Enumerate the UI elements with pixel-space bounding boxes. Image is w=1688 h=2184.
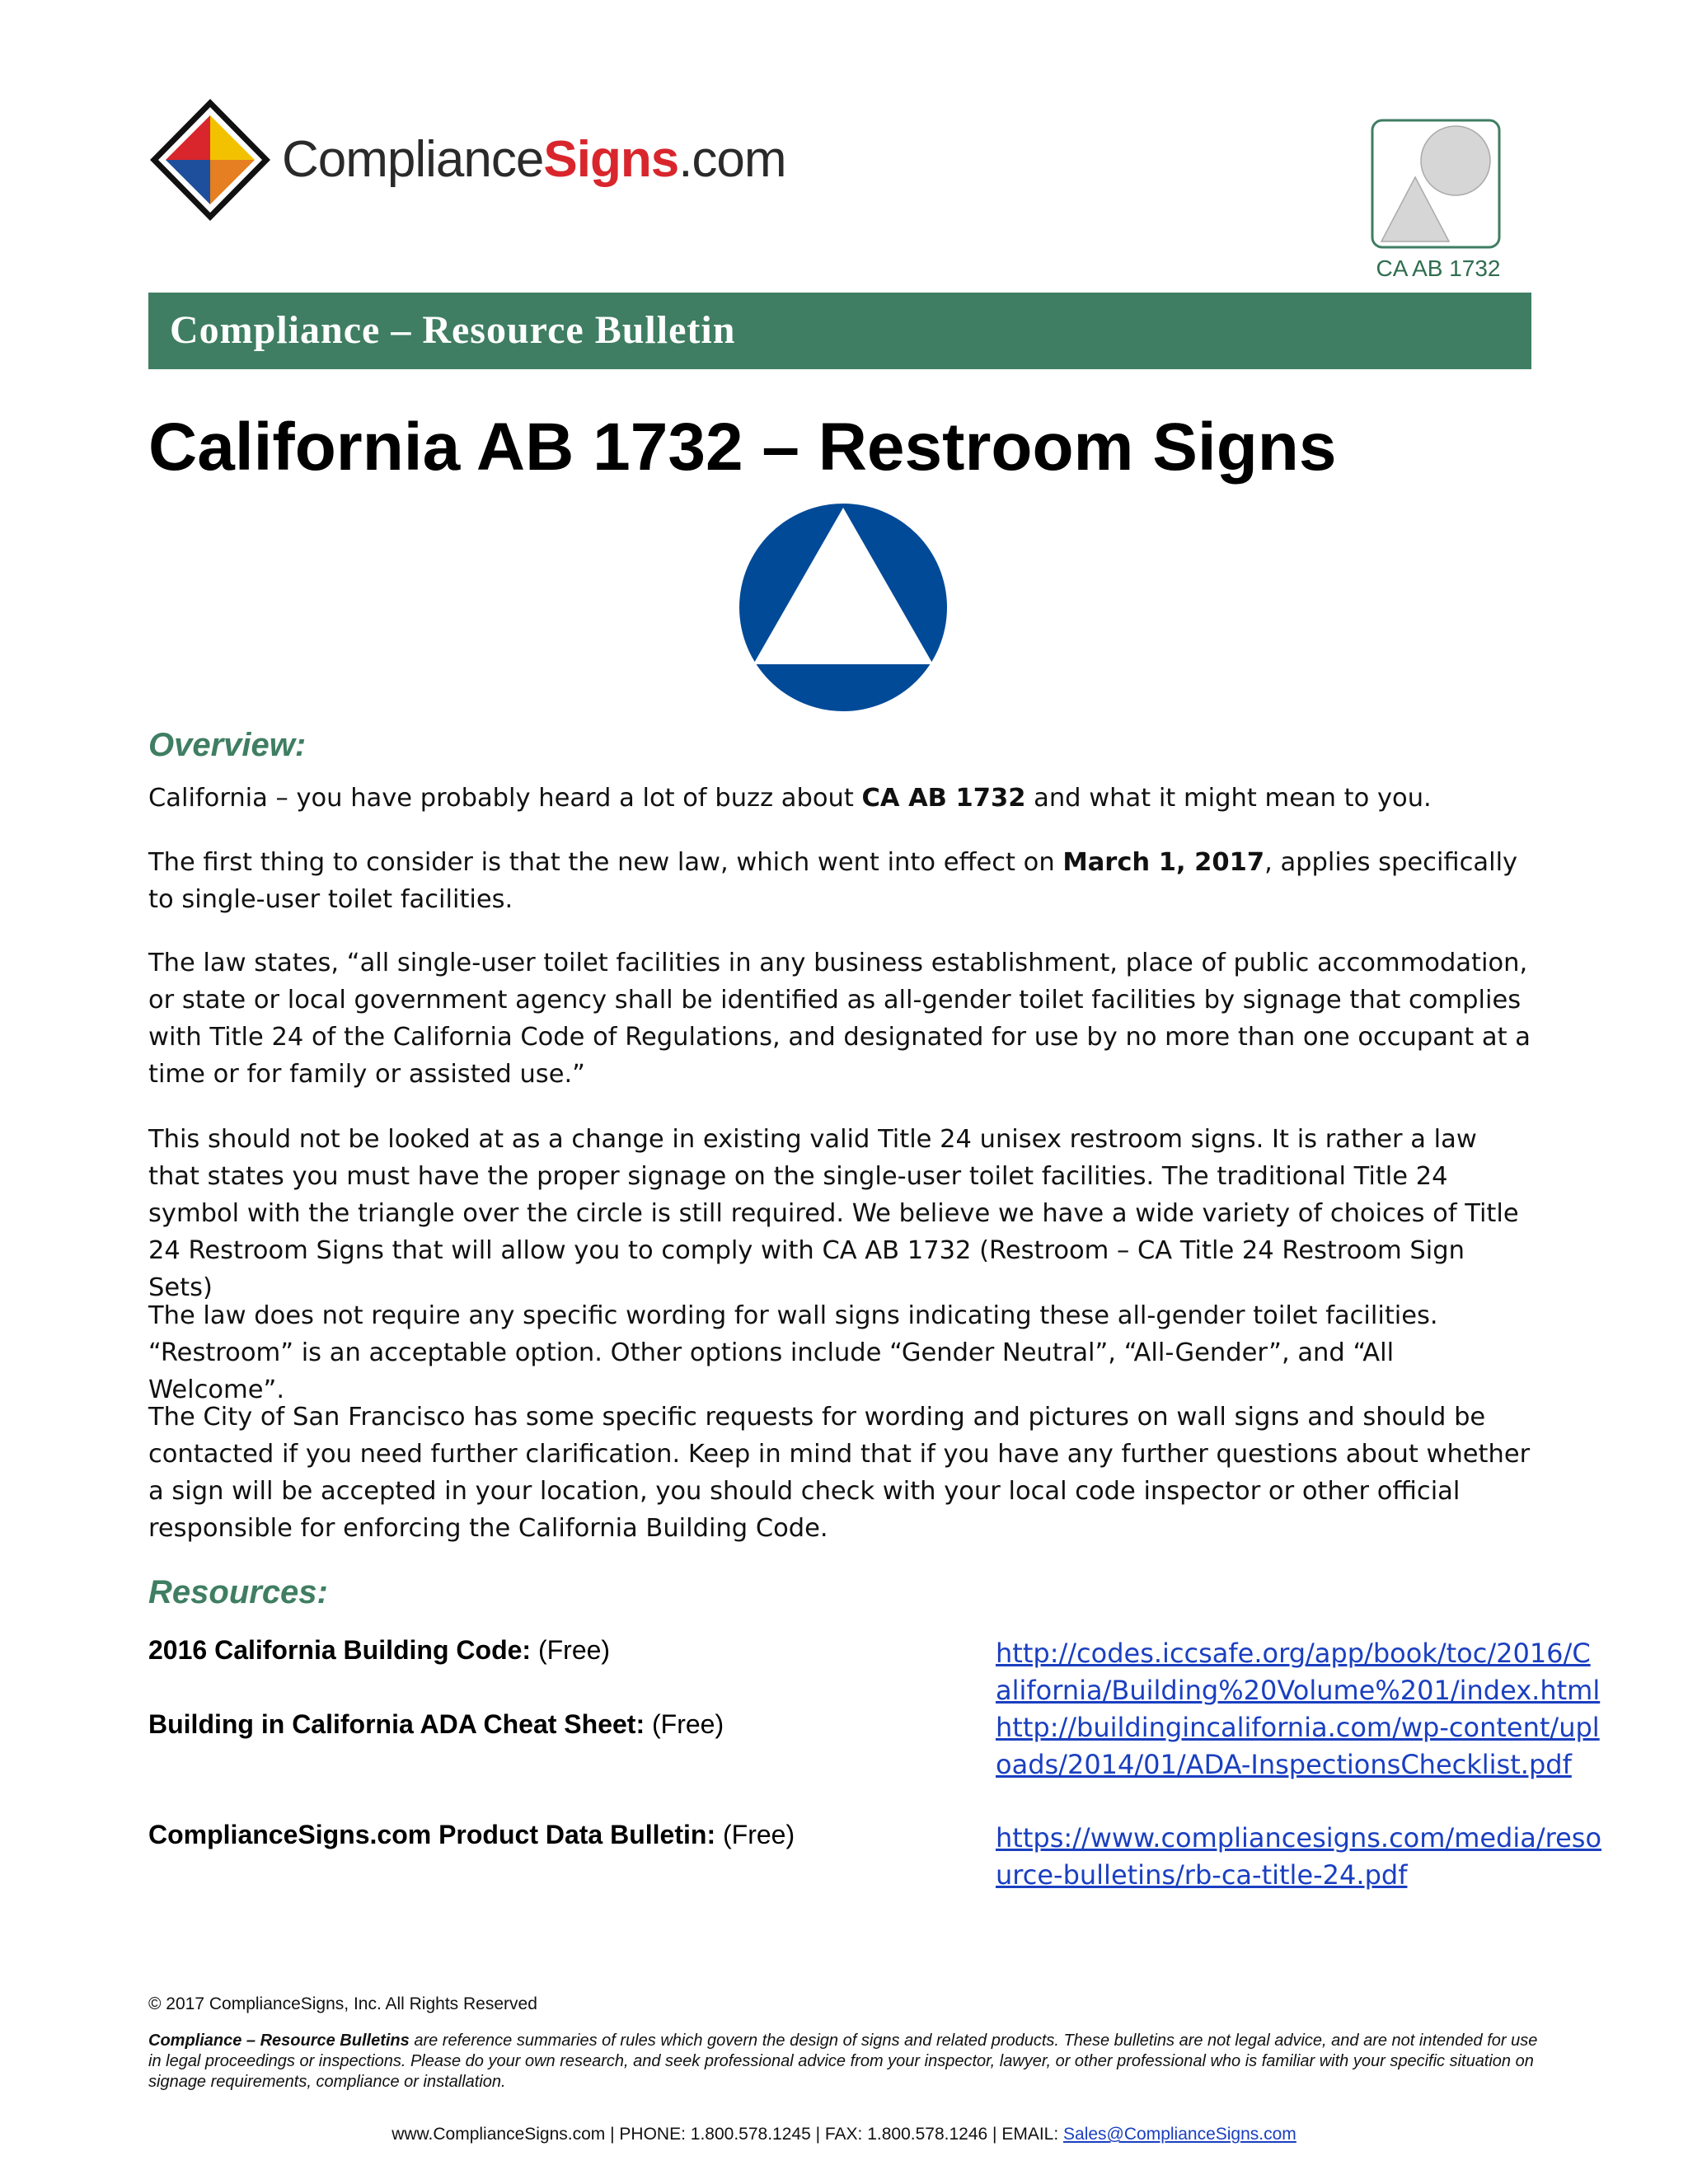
resource-label-building-code: 2016 California Building Code: (Free)	[148, 1635, 611, 1665]
overview-paragraph-1: California – you have probably heard a lot of buzz about CA AB 1732 and what it might mean to you.	[148, 784, 1432, 813]
resource-link-building-code[interactable]: http://codes.iccsafe.org/app/book/toc/2016/California/Building%20Volume%201/index.html	[996, 1638, 1601, 1706]
overview-paragraph-6: The City of San Francisco has some specific requests for wording and pictures on wall signs and should be contacted if you need further clarification. Keep in mind that if you have any further questions about whether a sign will be accepted in your location, you should check with your local code inspector or other official responsible for enforcing the California Building Code.	[148, 1403, 1531, 1543]
banner-text: Compliance – Resource Bulletin	[170, 308, 736, 352]
ca-ab-1732-badge-icon	[1370, 118, 1502, 250]
all-gender-restroom-symbol-icon	[738, 503, 948, 712]
bulletin-banner	[148, 293, 1531, 369]
overview-paragraph-2: The first thing to consider is that the new law, which went into effect on March 1, 2017, applies specifically to single-user toilet facilities.	[148, 848, 1518, 914]
disclaimer-text: Compliance – Resource Bulletins are reference summaries of rules which govern the design of signs and related products. These bulletins are not legal advice, and are not intended for use in legal proceedings or inspections. Please do your own research, and seek professional advice from your inspector, lawyer, or other professional who is familiar with your specific situation on signage requirements, compliance or installation.	[148, 2032, 1538, 2091]
badge-caption: CA AB 1732	[1376, 255, 1501, 281]
resource-label-ada-cheat-sheet: Building in California ADA Cheat Sheet: (Free)	[148, 1709, 724, 1739]
logo-diamond-icon	[148, 97, 272, 223]
company-logo	[148, 97, 786, 223]
page-title: California AB 1732 – Restroom Signs	[148, 410, 1337, 485]
contact-line: www.ComplianceSigns.com | PHONE: 1.800.578.1245 | FAX: 1.800.578.1246 | EMAIL: Sales@ComplianceSigns.com	[392, 2125, 1296, 2144]
logo-wordmark: ComplianceSigns.com	[282, 131, 786, 188]
resource-link-ada-cheat-sheet[interactable]: http://buildingincalifornia.com/wp-content/uploads/2014/01/ADA-InspectionsChecklist.pdf	[996, 1712, 1600, 1780]
overview-heading: Overview:	[148, 727, 307, 763]
resource-label-product-data-bulletin: ComplianceSigns.com Product Data Bulletin: (Free)	[148, 1820, 795, 1849]
resource-link-product-data-bulletin[interactable]: https://www.compliancesigns.com/media/resource-bulletins/rb-ca-title-24.pdf	[996, 1822, 1602, 1891]
overview-paragraph-5: The law does not require any specific wording for wall signs indicating these all-gender toilet facilities. “Restroom” is an acceptable option. Other options include “Gender Neutral”, “All-Gender”, and “All Welcome”.	[148, 1301, 1438, 1404]
email-link[interactable]: Sales@ComplianceSigns.com	[1063, 2125, 1296, 2144]
copyright-notice: © 2017 ComplianceSigns, Inc. All Rights Reserved	[148, 1994, 537, 2013]
overview-paragraph-3: The law states, “all single-user toilet facilities in any business establishment, place of public accommodation, or state or local government agency shall be identified as all-gender toilet facilities by signage that complies with Title 24 of the California Code of Regulations, and designated for use by no more than one occupant at a time or for family or assisted use.”	[148, 949, 1531, 1089]
overview-paragraph-4: This should not be looked at as a change in existing valid Title 24 unisex restroom signs. It is rather a law that states you must have the proper signage on the single-user toilet facilities. The traditional Title 24 symbol with the triangle over the circle is still required. We believe we have a wide variety of choices of Title 24 Restroom Signs that will allow you to comply with CA AB 1732 (Restroom – CA Title 24 Restroom Sign Sets)	[148, 1125, 1519, 1302]
resources-heading: Resources:	[148, 1574, 328, 1610]
